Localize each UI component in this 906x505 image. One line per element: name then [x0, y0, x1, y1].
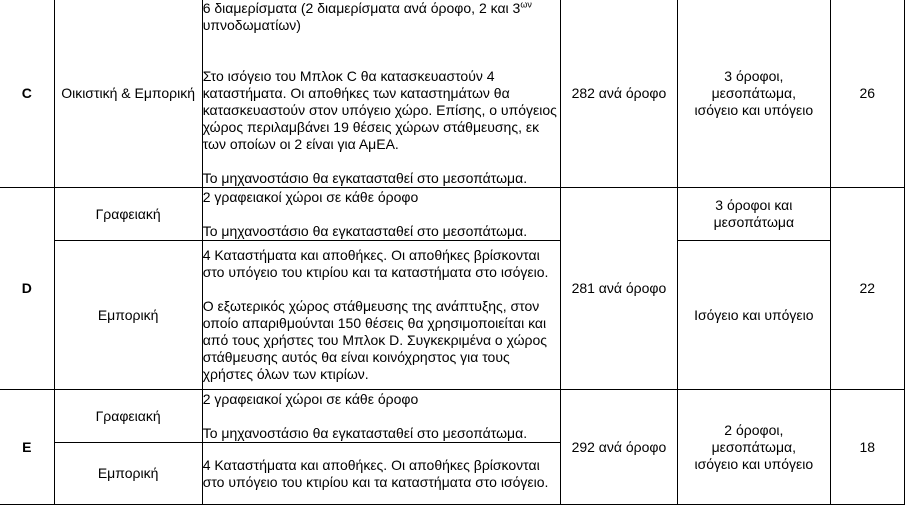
count: 22	[830, 188, 904, 390]
description-paragraph: 6 διαμερίσματα (2 διαμερίσματα ανά όροφο, 2 και $3^{\omega\nu}$ υπνοδωματίων)	[202, 0, 532, 33]
area-per-floor: 281 ανά όροφο	[560, 188, 677, 390]
description-paragraph: 2 γραφειακοί χώροι σε κάθε όροφο	[202, 188, 419, 205]
table-row-block-d-retail	[0, 241, 905, 390]
description	[202, 443, 560, 505]
description-paragraph: Το μηχανοστάσιο θα εγκατασταθεί στο μεσοπάτωμα.	[202, 170, 528, 186]
use-type: Εμπορική	[54, 443, 202, 505]
floors: Ισόγειο και υπόγειο	[678, 241, 831, 390]
block-label: E	[0, 390, 54, 505]
table-row-block-d-office	[0, 188, 905, 241]
use-type: Εμπορική	[54, 241, 202, 390]
floors: 3 όροφοι και μεσοπάτωμα	[678, 188, 831, 241]
description-paragraph: 4 Καταστήματα και αποθήκες. Οι αποθήκες βρίσκονται στο υπόγειο του κτιρίου και τα καταστήματα στο ισόγειο.	[202, 456, 549, 490]
description	[202, 0, 560, 188]
use-type: Γραφειακή	[54, 390, 202, 443]
table-row-block-e-office	[0, 390, 905, 443]
description-paragraph: Το μηχανοστάσιο θα εγκατασταθεί στο μεσοπάτωμα.	[202, 424, 528, 441]
count: 18	[830, 390, 904, 505]
description	[202, 241, 560, 390]
table-row-block-c	[0, 0, 905, 188]
area-per-floor: 282 ανά όροφο	[560, 0, 677, 188]
use-type: Οικιστική & Εμπορική	[54, 0, 202, 188]
description-paragraph: Το μηχανοστάσιο θα εγκατασταθεί στο μεσοπάτωμα.	[202, 222, 528, 239]
floors: 3 όροφοι, μεσοπάτωμα, ισόγειο και υπόγειο	[678, 0, 831, 188]
block-label: D	[0, 188, 54, 390]
description-paragraph: Ο εξωτερικός χώρος στάθμευσης της ανάπτυξης, στον οποίο απαριθμούνται 150 θέσεις θα χρησιμοποιείται και από τους χρήστες του Μπλοκ D. Συγκεκριμένα ο χώρος στάθμευσης αυτός θα είναι κοινόχρηστος για τους χρήστες όλων των κτιρίων.	[202, 298, 548, 382]
count: 26	[830, 0, 904, 188]
description-paragraph: 4 Καταστήματα και αποθήκες. Οι αποθήκες βρίσκονται στο υπόγειο του κτιρίου και τα καταστήματα στο ισόγειο.	[202, 247, 549, 280]
description	[202, 188, 560, 241]
description-paragraph: 2 γραφειακοί χώροι σε κάθε όροφο	[202, 390, 419, 407]
use-type: Γραφειακή	[54, 188, 202, 241]
description	[202, 390, 560, 443]
description-paragraph: Στο ισόγειο του Μπλοκ C θα κατασκευαστούν 4 καταστήματα. Οι αποθήκες των καταστημάτων θα κατασκευαστούν στον υπόγειο χώρο. Επίσης, ο υπόγειος χώρος περιλαμβάνει 19 θέσεις χώρων στάθμευσης, εκ των οποίων οι 2 είναι για ΑμΕΑ.	[202, 68, 557, 152]
area-per-floor: 292 ανά όροφο	[560, 390, 677, 505]
floors: 2 όροφοι, μεσοπάτωμα, ισόγειο και υπόγειο	[678, 390, 831, 505]
block-label: C	[0, 0, 54, 188]
